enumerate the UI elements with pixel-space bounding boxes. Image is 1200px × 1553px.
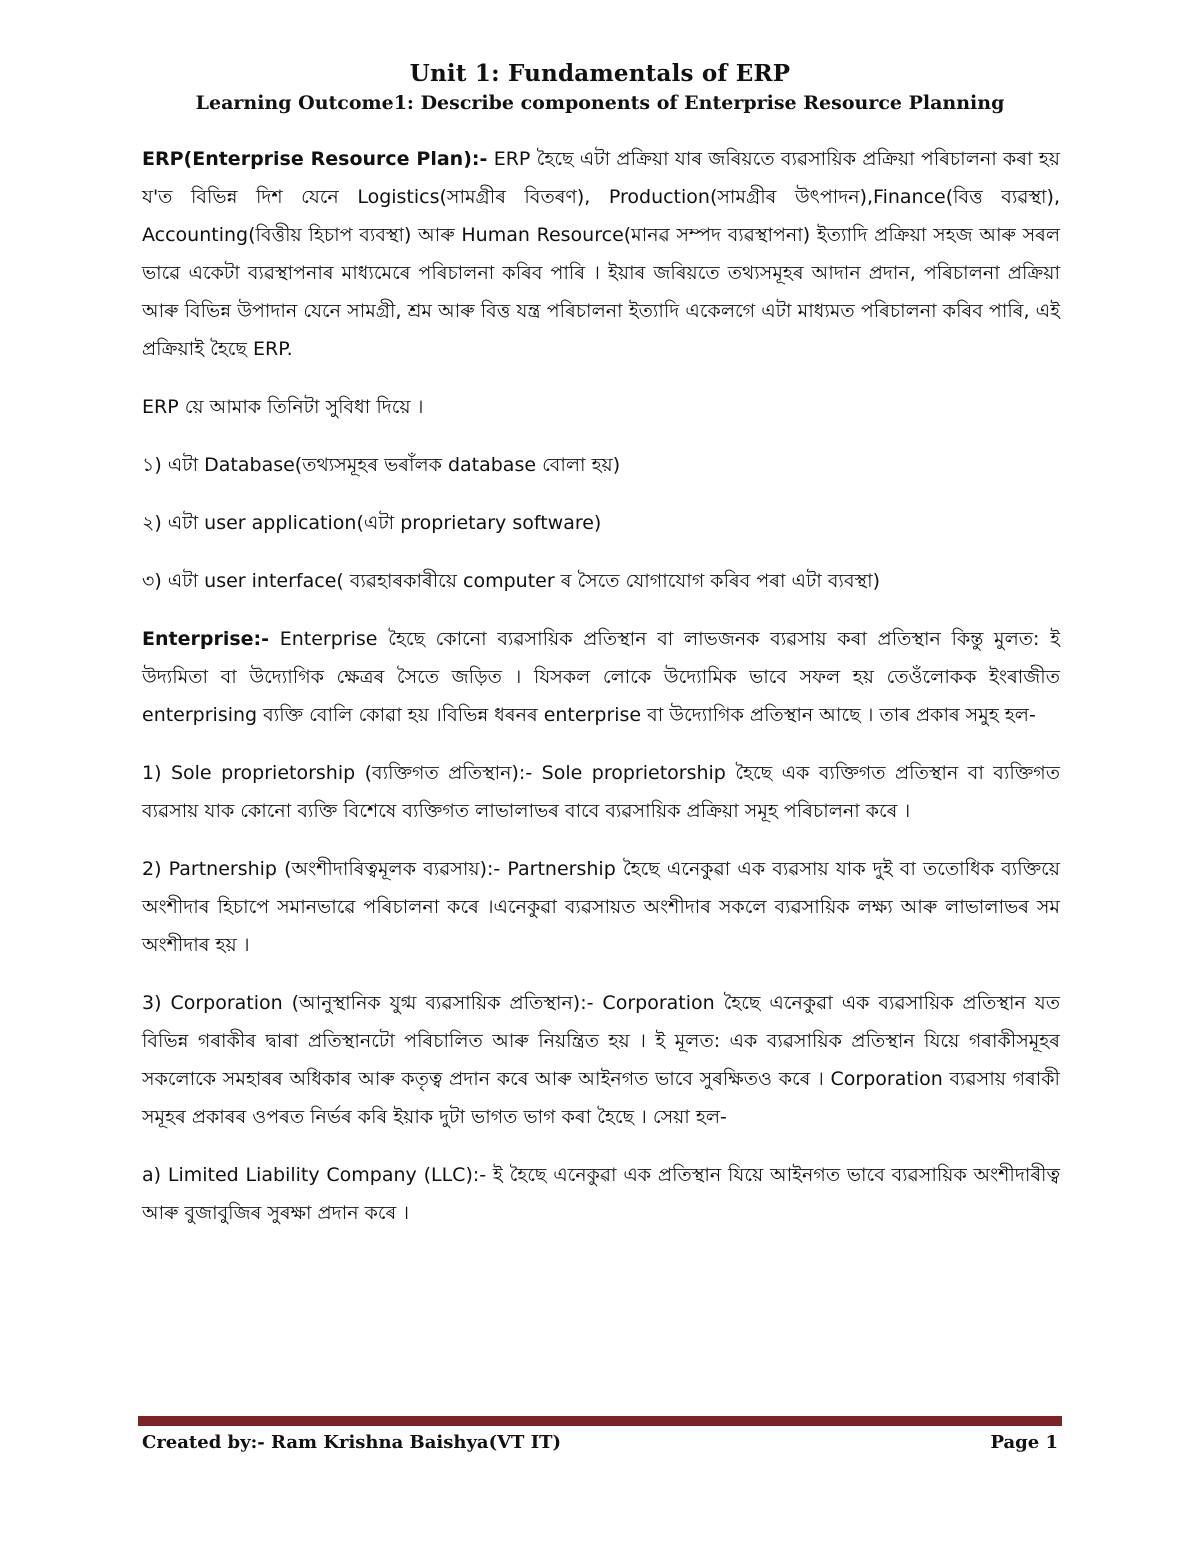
partnership-paragraph: 2) Partnership (অংশীদাৰিত্বমূলক ব্যৱসায়):- Partnership হৈছে এনেকুৱা এক ব্যৱসায় যাক দুই বা ততোধিক ব্যক্তিয়ে অংশীদাৰ হিচাপে সমানভাৱে পৰিচালনা কৰে ।এনেকুৱা ব্যৱসায়ত অংশীদাৰ সকলে ব্যৱসায়িক লক্ষ্য আৰু লাভালাভৰ সম অংশীদাৰ হয় । (142, 858, 1060, 956)
page-subtitle: Learning Outcome1: Describe components of Enterprise Resource Planning (195, 92, 1005, 114)
enterprise-paragraph (142, 620, 1060, 734)
enterprise-heading: Enterprise:- (142, 628, 270, 650)
benefits-intro: ERP য়ে আমাক তিনিটা সুবিধা দিয়ে । (142, 396, 424, 418)
erp-definition-paragraph (142, 140, 1060, 368)
benefit-item-2: ২) এটা user application(এটা proprietary software) (142, 512, 602, 534)
document-body (142, 140, 1060, 1252)
benefit-item-3: ৩) এটা user interface( ব্যৱহাৰকাৰীয়ে computer ৰ সৈতে যোগাযোগ কৰিব পৰা এটা ব্যবস্থা) (142, 570, 881, 592)
page-title: Unit 1: Fundamentals of ERP (409, 60, 791, 87)
llc-paragraph: a) Limited Liability Company (LLC):- ই হৈছে এনেকুৱা এক প্ৰতিস্থান যিয়ে আইনগত ভাবে ব্যৱসায়িক অংশীদাৰীত্ব আৰু বুজাবুজিৰ সুৰক্ষা প্ৰদান কৰে । (142, 1164, 1060, 1224)
erp-text: ERP হৈছে এটা প্ৰক্ৰিয়া যাৰ জৰিয়তে ব্যৱসায়িক প্ৰক্ৰিয়া পৰিচালনা কৰা হয় য'ত বিভিন্ন দিশ যেনে Logistics(সামগ্ৰীৰ বিতৰণ), Production(সামগ্ৰীৰ উৎপাদন),Finance(বিত্ত ব্যৱস্থা), Accounting(বিত্তীয় হিচাপ ব্যবস্থা) আৰু Human Resource(মানৱ সম্পদ ব্যৱস্থাপনা) ইত্যাদি প্ৰক্ৰিয়া সহজ আৰু সৰল ভাৱে একেটা ব্যৱস্থাপনাৰ মাধ্যমেৰে পৰিচালনা কৰিব পাৰি । ইয়াৰ জৰিয়তে তথ্যসমূহৰ আদান প্ৰদান, পৰিচালনা প্ৰক্ৰিয়া আৰু বিভিন্ন উপাদান যেনে সামগ্ৰী, শ্ৰম আৰু বিত্ত যন্ত্ৰ পৰিচালনা ইত্যাদি একেলগে এটা মাধ্যমত পৰিচালনা কৰিব পাৰি, এই প্ৰক্ৰিয়াই হৈছে ERP. (142, 148, 1060, 360)
footer-author: Created by:- Ram Krishna Baishya(VT IT) (142, 1432, 562, 1453)
corporation-paragraph: 3) Corporation (আনুস্থানিক যুগ্ম ব্যৱসায়িক প্ৰতিস্থান):- Corporation হৈছে এনেকুৱা এক ব্যৱসায়িক প্ৰতিস্থান যত বিভিন্ন গৰাকীৰ দ্বাৰা প্ৰতিস্থানটো পৰিচালিত আৰু নিয়ন্ত্ৰিত হয় । ই মূলত: এক ব্যৱসায়িক প্ৰতিস্থান যিয়ে গৰাকীসমূহৰ সকলোকে সমহাৰৰ অধিকাৰ আৰু কতৃত্ব প্ৰদান কৰে আৰু আইনগত ভাবে সুৰক্ষিতও কৰে । Corporation ব্যৱসায় গৰাকী সমূহৰ প্ৰকাৰৰ ওপৰত নিৰ্ভৰ কৰি ইয়াক দুটা ভাগত ভাগ কৰা হৈছে । সেয়া হল- (142, 992, 1060, 1128)
footer-divider (138, 1416, 1062, 1426)
footer-page-number: Page 1 (990, 1432, 1058, 1453)
sole-proprietorship-paragraph: 1) Sole proprietorship (ব্যক্তিগত প্ৰতিস্থান):- Sole proprietorship হৈছে এক ব্যক্তিগত প্ৰতিস্থান বা ব্যক্তিগত ব্যৱসায় যাক কোনো ব্যক্তি বিশেষে ব্যক্তিগত লাভালাভৰ বাবে ব্যৱসায়িক প্ৰক্ৰিয়া সমূহ পৰিচালনা কৰে । (142, 762, 1060, 822)
erp-heading: ERP(Enterprise Resource Plan):- (142, 148, 488, 170)
benefit-item-1: ১) এটা Database(তথ্যসমূহৰ ভৰাঁলক database বোলা হয়) (142, 454, 621, 476)
enterprise-text: Enterprise হৈছে কোনো ব্যৱসায়িক প্ৰতিস্থান বা লাভজনক ব্যৱসায় কৰা প্ৰতিস্থান কিন্তু মুলত: ই উদ্যমিতা বা উদ্যোগিক ক্ষেত্ৰৰ সৈতে জড়িত । যিসকল লোকে উদ্যোমিক ভাবে সফল হয় তেওঁলোকক ইংৰাজীত enterprising ব্যক্তি বোলি কোৱা হয় ।বিভিন্ন ধৰনৰ enterprise বা উদ্যোগিক প্ৰতিস্থান আছে । তাৰ প্ৰকাৰ সমুহ হল- (142, 628, 1060, 726)
